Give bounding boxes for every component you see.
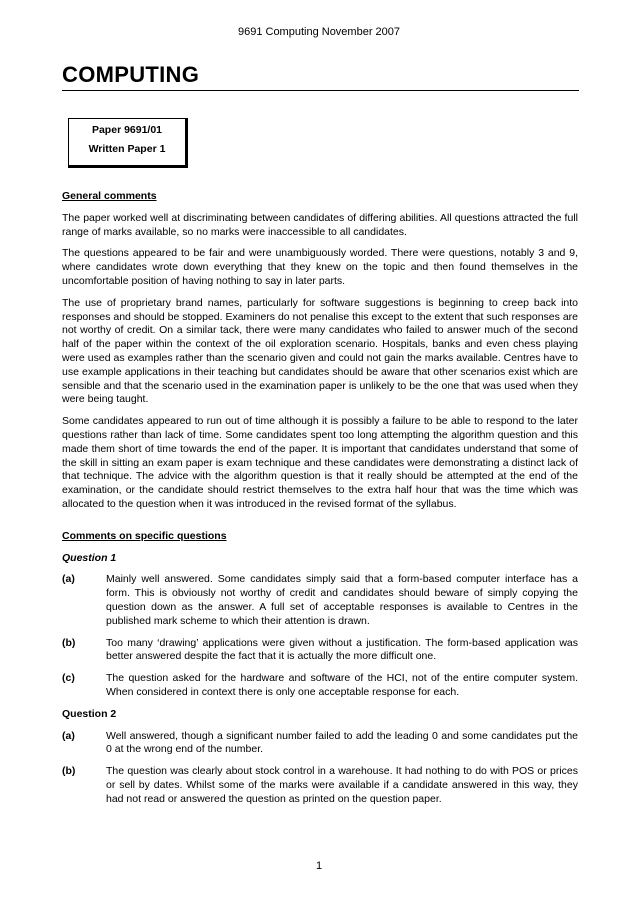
item-text: Well answered, though a significant number failed to add the leading 0 and some candidates put the 0 at the wrong end of the number. [106,729,578,756]
report-body [62,190,578,814]
item-text: Mainly well answered. Some candidates simply said that a form-based computer interface has a form. This is obviously not worthy of credit and candidates should beware of simply copying the question down as the answer. A full set of acceptable responses is available to Centres in the published mark scheme to which their attention is drawn. [106,573,578,627]
general-paragraph: The use of proprietary brand names, particularly for software suggestions is beginning to creep back into responses and should be stopped. Examiners do not penalise this except to the extent that such responses are not worthy of credit. On a similar tack, there were many candidates who failed to answer much of the second half of the paper within the context of the oil exploration scenario. Hospitals, banks and even chess playing were used as examples rather than the scenario given and could not gain the marks available. Centres have to use example applications in their teaching but candidates should be aware that other scenarios exist which are sensible and that the scenario used in the examination paper is unlikely to be the one that was used when they were being taught. [62,296,578,406]
item-label: (a) [62,573,75,586]
paper-code: Paper 9691/01 [91,124,163,136]
item-label: (c) [62,672,75,685]
item-text: The question was clearly about stock control in a warehouse. It had nothing to do with POS or prices or sell by dates. Whilst some of the marks were available if a candidate answered in this way, they had not read or answered the question as printed on the question paper. [106,765,578,805]
question-1-heading: Question 1 [62,551,117,564]
item-label: (b) [62,636,76,649]
general-paragraph: The questions appeared to be fair and were unambiguously worded. There were questions, notably 3 and 9, where candidates wrote down everything that they knew on the topic and then found themselves in the uncomfortable position of having nothing to say in later parts. [62,247,578,287]
question-item [62,730,578,758]
paper-name: Written Paper 1 [88,143,166,155]
page-title: COMPUTING [62,62,579,91]
question-item [62,573,578,628]
general-comments-heading: General comments [62,190,157,202]
question-item [62,672,578,700]
item-label: (a) [62,729,75,742]
question-2-heading: Question 2 [62,707,117,720]
item-label: (b) [62,765,76,778]
question-item [62,765,578,806]
running-header: 9691 Computing November 2007 [237,26,401,38]
paper-info-box [68,118,188,168]
general-paragraph: The paper worked well at discriminating between candidates of differing abilities. All questions attracted the full range of marks available, so no marks were inaccessible to all candidates. [62,211,578,238]
general-paragraph: Some candidates appeared to run out of time although it is possibly a failure to be able to respond to the later questions rather than lack of time. Some candidates spent too long attempting the algorithm question and this made them short of time towards the end of the paper. It is important that candidates understand that some of the skill in sitting an exam paper is exam technique and these candidates were demonstrating a distinct lack of that technique. The advice with the algorithm question is that it really should be attempted at the end of the examination, or the candidate should restrict themselves to the extra half hour that was the time which was allocated to the question when it was introduced in the revised format of the syllabus. [62,415,578,510]
question-item [62,637,578,665]
item-text: Too many ‘drawing’ applications were given without a justification. The form-based application was better answered despite the fact that it is actually the more difficult one. [106,636,578,663]
item-text: The question asked for the hardware and software of the HCI, not of the entire computer system. When considered in context there is only one acceptable response for each. [106,672,578,698]
specific-comments-heading: Comments on specific questions [62,529,227,542]
page-number: 1 [315,860,323,872]
